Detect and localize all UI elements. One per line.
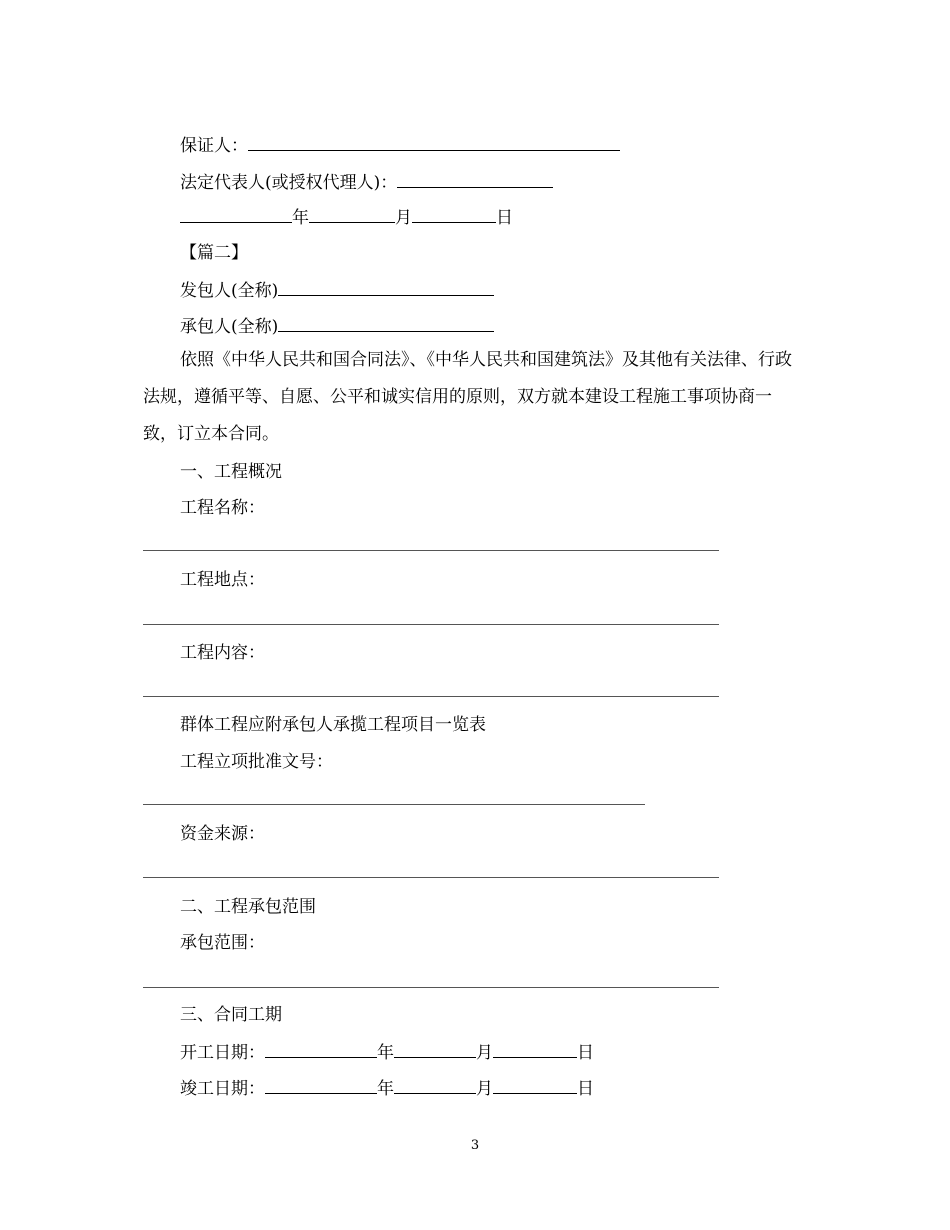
project-content-blank[interactable] [143,696,719,697]
legal-rep-blank[interactable] [397,171,553,188]
contractor-label: 承包人(全称) [180,317,279,337]
approval-number-blank[interactable] [143,804,645,805]
contractor-line [180,315,494,338]
scope-blank[interactable] [143,987,719,988]
start-month-blank[interactable] [394,1041,476,1058]
start-day-blank[interactable] [493,1041,577,1058]
end-date-label: 竣工日期： [180,1079,265,1099]
section2-title: 二、工程承包范围 [180,897,316,917]
project-name-blank[interactable] [143,550,719,551]
end-year-blank[interactable] [265,1077,377,1094]
start-year-blank[interactable] [265,1041,377,1058]
project-content-label: 工程内容： [180,643,265,663]
signature-date-line [180,206,513,229]
section3-title: 三、合同工期 [180,1005,282,1025]
year-label: 年 [292,208,309,228]
section-heading: 【篇二】 [180,243,248,263]
funding-source-blank[interactable] [143,877,719,878]
start-date-label: 开工日期： [180,1043,265,1063]
project-location-label: 工程地点： [180,570,265,590]
day-label: 日 [496,208,513,228]
end-year-label: 年 [377,1079,394,1099]
contractor-blank[interactable] [278,315,494,332]
end-day-label: 日 [577,1079,594,1099]
end-month-blank[interactable] [394,1077,476,1094]
employer-label: 发包人(全称) [180,281,279,301]
start-month-label: 月 [476,1043,493,1063]
end-day-blank[interactable] [493,1077,577,1094]
legal-rep-label: 法定代表人(或授权代理人)： [180,173,398,193]
legal-rep-line [180,171,553,194]
project-name-label: 工程名称： [180,498,265,518]
start-day-label: 日 [577,1043,594,1063]
section1-title: 一、工程概况 [180,462,282,482]
guarantor-label: 保证人： [180,136,248,156]
funding-source-label: 资金来源： [180,824,265,844]
start-year-label: 年 [377,1043,394,1063]
guarantor-line [180,134,620,157]
start-date-line [180,1041,594,1064]
employer-blank[interactable] [278,279,494,296]
year-blank[interactable] [180,206,292,223]
end-month-label: 月 [476,1079,493,1099]
group-project-note: 群体工程应附承包人承揽工程项目一览表 [180,715,486,735]
day-blank[interactable] [412,206,496,223]
approval-number-label: 工程立项批准文号： [180,752,333,772]
project-location-blank[interactable] [143,624,719,625]
guarantor-blank[interactable] [248,134,620,151]
month-blank[interactable] [309,206,395,223]
scope-label: 承包范围： [180,933,265,953]
intro-paragraph: 依照《中华人民共和国合同法》、《中华人民共和国建筑法》及其他有关法律、行政法规，遵循平等、自愿、公平和诚实信用的原则，双方就本建设工程施工事项协商一致，订立本合同。 [143,350,792,444]
end-date-line [180,1077,594,1100]
employer-line [180,279,494,302]
month-label: 月 [395,208,412,228]
page-number: 3 [470,1138,480,1153]
